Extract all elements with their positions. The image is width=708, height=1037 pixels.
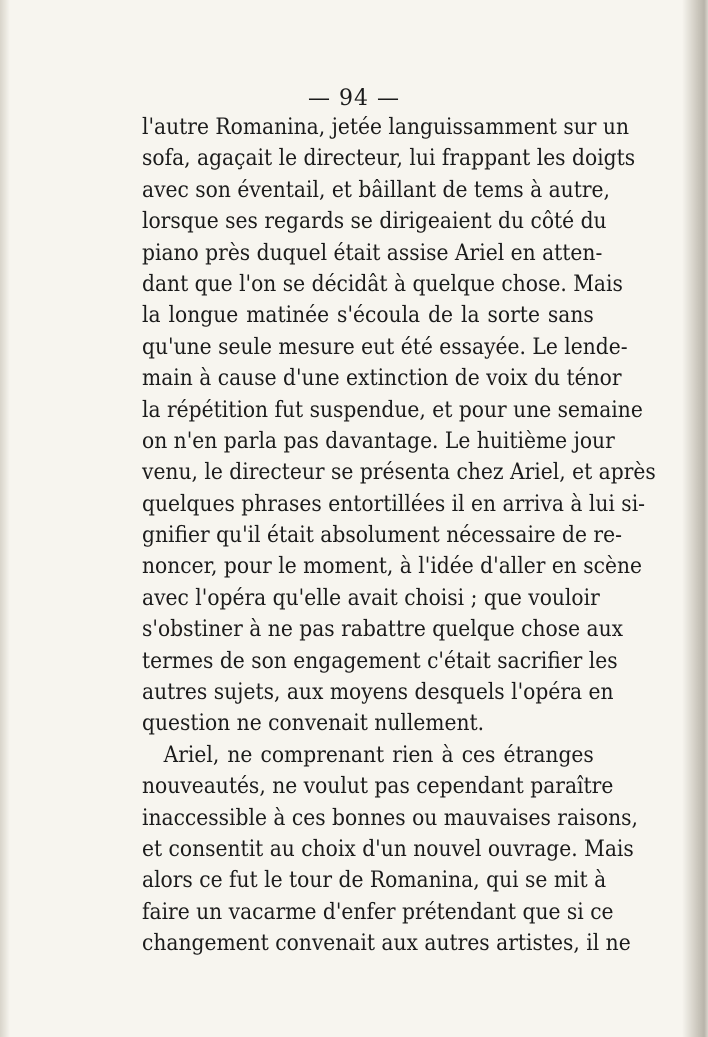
page-left-edge bbox=[0, 0, 10, 1037]
text-line: on n'en parla pas davantage. Le huitième jour bbox=[142, 427, 615, 454]
text-line: la longue matinée s'écoula de la sorte sans bbox=[142, 302, 594, 329]
body-text bbox=[142, 112, 656, 960]
text-line: gnifier qu'il était absolument nécessaire de re- bbox=[142, 522, 622, 549]
text-line: avec son éventail, et bâillant de tems à autre, bbox=[142, 176, 610, 203]
text-line: s'obstiner à ne pas rabattre quelque chose aux bbox=[142, 616, 624, 643]
text-line: qu'une seule mesure eut été essayée. Le lende- bbox=[142, 333, 628, 360]
text-line: nouveautés, ne voulut pas cependant paraître bbox=[142, 773, 614, 800]
text-line: faire un vacarme d'enfer prétendant que si ce bbox=[142, 898, 614, 925]
text-line: quelques phrases entortillées il en arriva à lui si- bbox=[142, 490, 646, 517]
text-line: la répétition fut suspendue, et pour une semaine bbox=[142, 396, 643, 423]
text-line: inaccessible à ces bonnes ou mauvaises raisons, bbox=[142, 804, 638, 831]
page-number: — 94 — bbox=[308, 86, 400, 111]
text-line: sofa, agaçait le directeur, lui frappant les doigts bbox=[142, 145, 636, 172]
text-line: alors ce fut le tour de Romanina, qui se mit à bbox=[142, 867, 607, 894]
text-line: piano près duquel était assise Ariel en atten- bbox=[142, 239, 603, 266]
paragraph-start-line: Ariel, ne comprenant rien à ces étranges bbox=[163, 741, 594, 768]
text-line: changement convenait aux autres artistes, il ne bbox=[142, 930, 631, 957]
text-line: lorsque ses regards se dirigeaient du côté du bbox=[142, 208, 607, 235]
text-line: venu, le directeur se présenta chez Ariel, et après bbox=[142, 459, 656, 486]
text-line: et consentit au choix d'un nouvel ouvrage. Mais bbox=[142, 835, 634, 862]
text-line: autres sujets, aux moyens desquels l'opéra en bbox=[142, 679, 614, 706]
text-line: termes de son engagement c'était sacrifier les bbox=[142, 647, 618, 674]
text-line: main à cause d'une extinction de voix du ténor bbox=[142, 365, 622, 392]
text-line: dant que l'on se décidât à quelque chose. Mais bbox=[142, 270, 623, 297]
text-line: avec l'opéra qu'elle avait choisi ; que vouloir bbox=[142, 584, 600, 611]
text-line: l'autre Romanina, jetée languissamment sur un bbox=[142, 114, 629, 140]
page-binding-edge bbox=[682, 0, 708, 1037]
text-line: noncer, pour le moment, à l'idée d'aller en scène bbox=[142, 553, 643, 580]
paragraph-end-line: question ne convenait nullement. bbox=[142, 710, 485, 737]
